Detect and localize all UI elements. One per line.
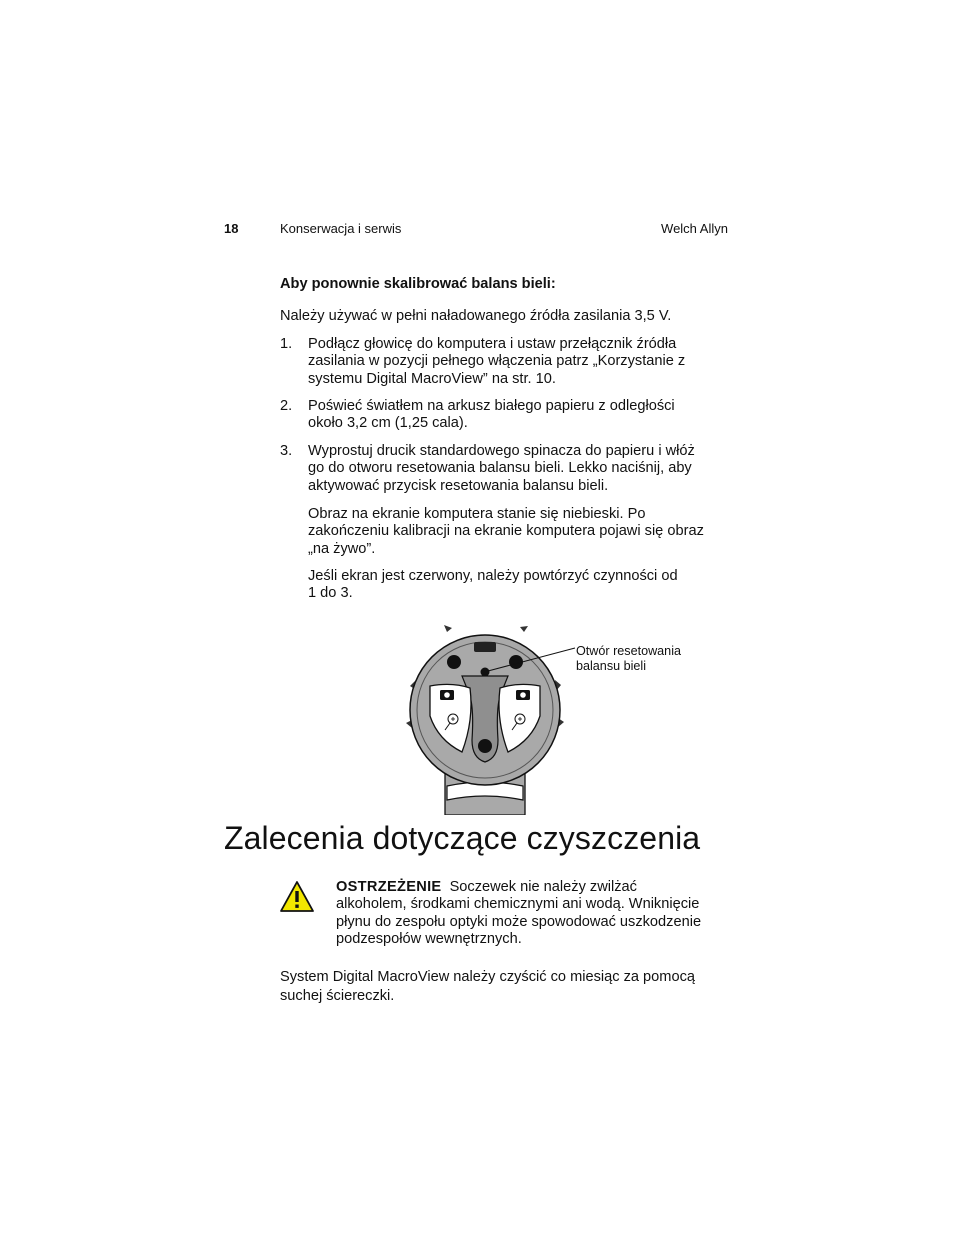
step-number: 2.: [280, 398, 293, 414]
callout-line: balansu bieli: [576, 659, 647, 673]
step-line: go do otworu resetowania balansu bieli. Lekko naciśnij, aby: [308, 460, 692, 477]
step-line: zasilania w pozycji pełnego włączenia patrz „Korzystanie z: [308, 353, 686, 370]
warning-line: płynu do zespołu optyki może spowodować uszkodzenie: [336, 913, 702, 930]
body-line: System Digital MacroView należy czyścić co miesiąc za pomocą: [280, 969, 695, 985]
note-line: „na żywo”.: [308, 540, 376, 557]
step-1-text: [308, 336, 685, 388]
running-header-brand: Welch Allyn: [661, 221, 728, 236]
step-number: 3.: [280, 443, 293, 459]
cleaning-body: [280, 968, 695, 1006]
figure-callout: [576, 644, 681, 674]
warning-line-1: [336, 879, 701, 896]
warning-label: OSTRZEŻENIE: [336, 879, 442, 895]
step-line: około 3,2 cm (1,25 cala).: [308, 415, 468, 432]
calibration-note-red: [308, 568, 678, 603]
step-number: 1.: [280, 336, 293, 352]
device-head-illustration: [400, 620, 580, 815]
callout-line: Otwór resetowania: [576, 644, 681, 658]
page-number: 18: [224, 221, 239, 236]
note-line: 1 do 3.: [308, 585, 353, 602]
note-line: Obraz na ekranie komputera stanie się niebieski. Po: [308, 506, 646, 522]
warning-icon: [279, 880, 315, 913]
warning-line: alkoholem, środkami chemicznymi ani wodą. Wniknięcie: [336, 896, 700, 913]
calibration-heading: Aby ponownie skalibrować balans bieli:: [280, 276, 556, 292]
step-line: systemu Digital MacroView” na str. 10.: [308, 370, 556, 387]
warning-line: podzespołów wewnętrznych.: [336, 931, 522, 948]
step-line: Podłącz głowicę do komputera i ustaw przełącznik źródła: [308, 336, 677, 352]
running-header-section: Konserwacja i serwis: [280, 221, 402, 236]
step-line: aktywować przycisk resetowania balansu bieli.: [308, 477, 609, 494]
step-line: Poświeć światłem na arkusz białego papieru z odległości: [308, 398, 675, 414]
step-2-text: [308, 398, 675, 433]
body-line: suchej ściereczki.: [280, 988, 395, 1004]
calibration-intro: Należy używać w pełni naładowanego źródła zasilania 3,5 V.: [280, 308, 672, 324]
step-line: Wyprostuj drucik standardowego spinacza do papieru i włóż: [308, 443, 695, 459]
note-line: zakończeniu kalibracji na ekranie komputera pojawi się obraz: [308, 523, 704, 540]
note-line: Jeśli ekran jest czerwony, należy powtórzyć czynności od: [308, 568, 678, 584]
warning-line: Soczewek nie należy zwilżać: [449, 879, 637, 895]
warning-text: [336, 879, 701, 949]
calibration-note-blue: [308, 506, 704, 558]
section-title: Zalecenia dotyczące czyszczenia: [224, 820, 701, 856]
step-3-text: [308, 443, 695, 495]
